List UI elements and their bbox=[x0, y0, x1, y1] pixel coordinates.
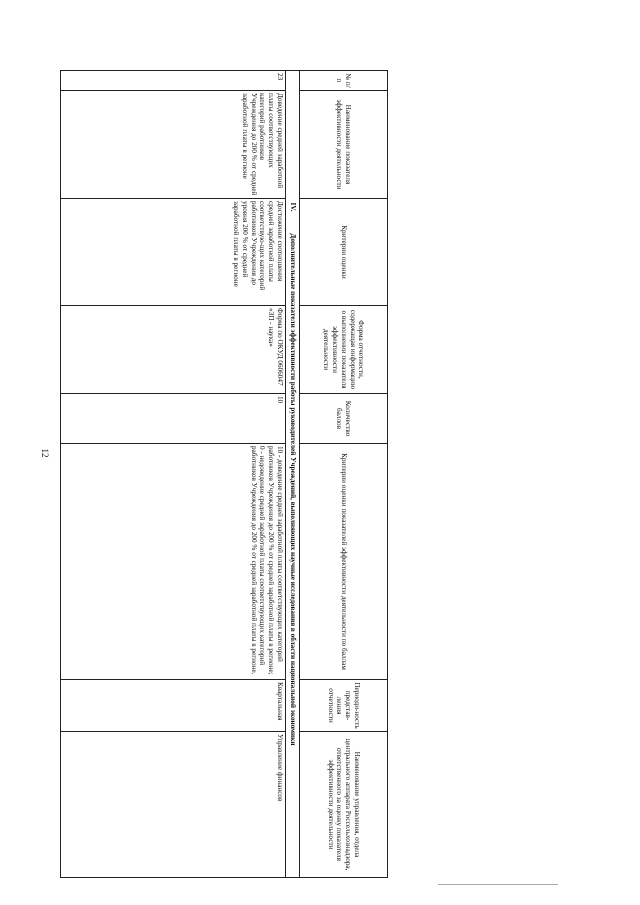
row-points: 10 bbox=[61, 394, 286, 444]
table-header-row bbox=[300, 71, 388, 878]
page-number: 12 bbox=[40, 448, 50, 458]
efficiency-indicators-table bbox=[60, 70, 388, 878]
row-department: Управление финансов bbox=[61, 732, 286, 878]
header-department: Наименование управления, отдела центрального аппарата Россельхознадзора, ответственного за оценку показателя эффективности деятельности bbox=[300, 732, 388, 878]
scoring-criterion-2: 0 - недоведение средней заработной платы соответствующих категорий работников Учреждения до 200 % от средней заработной платы в регионе. bbox=[249, 446, 267, 675]
row-indicator-name: Доведение средней заработной платы соответствующих категорий работников Учреждения до 200 % от средней заработной платы в регионе bbox=[61, 91, 286, 199]
section-title-cell bbox=[286, 71, 300, 878]
header-scoring-criteria: Критерии оценки показателей эффективности деятельности по баллам bbox=[300, 444, 388, 680]
header-assessment-criteria: Критерии оценки bbox=[300, 199, 388, 306]
table-row bbox=[61, 71, 286, 878]
header-periodicity: Периоди-ность представ-ления отчетности bbox=[300, 680, 388, 732]
document-frame bbox=[60, 70, 388, 877]
scoring-criterion-1: 10 - доведение средней заработной платы соответствующих категорий работников Учреждения до 200 % от средней заработной платы в регионе; bbox=[267, 446, 284, 675]
row-scoring-criteria bbox=[61, 444, 286, 680]
scan-line bbox=[438, 884, 558, 885]
header-indicator-name: Наименование показателя эффективности деятельности bbox=[300, 91, 388, 199]
header-num: № п/п bbox=[300, 71, 388, 91]
row-num: 23 bbox=[61, 71, 286, 91]
section-title: Дополнительные показатели эффективности работы руководителей Учреждений, выполняющих научные исследования в области национальной экономики bbox=[288, 233, 297, 746]
section-roman-numeral: IV. bbox=[288, 202, 297, 212]
rotated-page bbox=[60, 70, 388, 877]
section-row bbox=[286, 71, 300, 878]
row-report-form: Форма по ОКУД 0606047 «ЗП - наука» bbox=[61, 306, 286, 394]
header-report-form: Форма отчетности, содержащая информацию о выполнении показателя эффективности деятельности bbox=[300, 306, 388, 394]
header-points: Количество баллов bbox=[300, 394, 388, 444]
row-assessment-criteria: Достижение соотношения средней заработной платы соответствую-щих категорий работников Учреждения до уровня 200 % от средней заработной платы в регионе bbox=[61, 199, 286, 306]
row-periodicity: Квартальная bbox=[61, 680, 286, 732]
